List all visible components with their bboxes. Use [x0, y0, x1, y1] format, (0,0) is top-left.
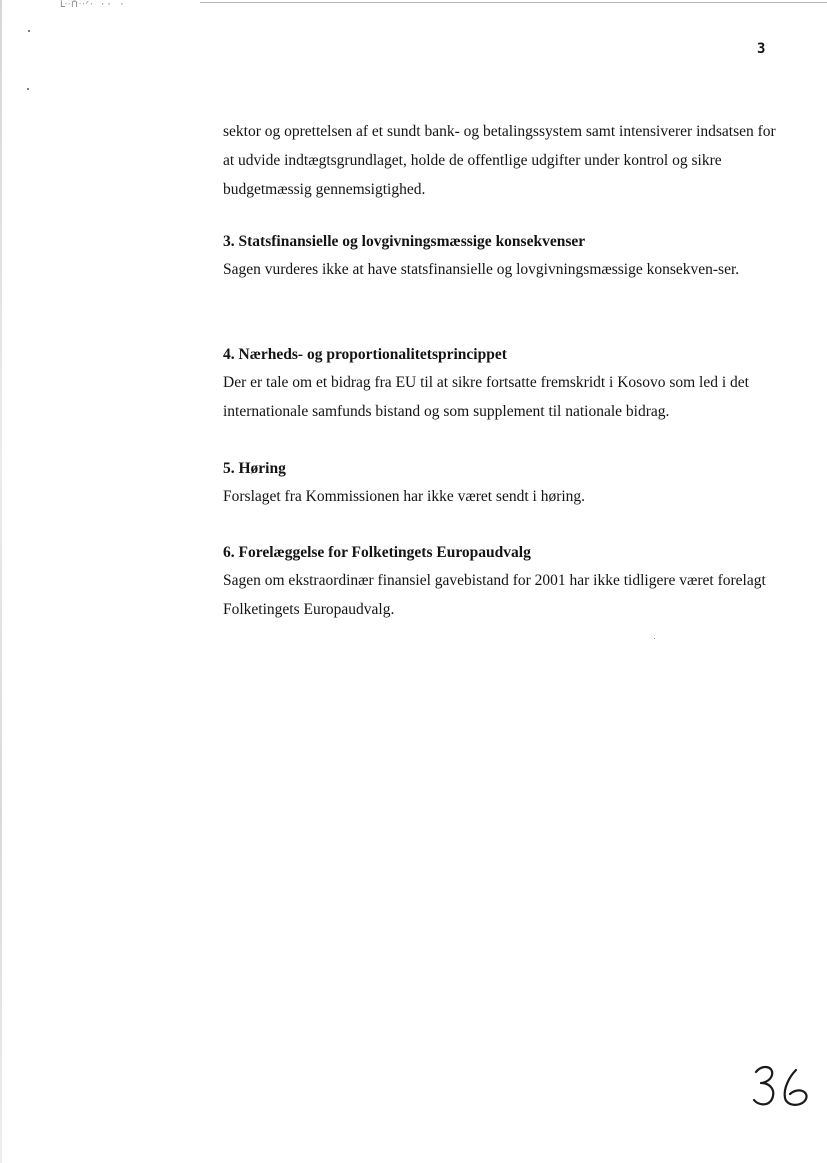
section-3 — [223, 229, 783, 284]
page-number: 3 — [757, 41, 766, 57]
section-heading: 6. Forelæggelse for Folketingets Europaudvalg — [223, 544, 531, 561]
scan-top-rule — [200, 2, 827, 3]
section-5 — [223, 456, 783, 511]
scan-header-fragment: ᒷᐧᑎᐧᐧᐟᐧ ·· · — [60, 0, 126, 10]
intro-block — [223, 117, 778, 204]
scan-speck — [654, 638, 655, 639]
scan-speck — [28, 30, 30, 32]
scan-speck — [27, 88, 29, 90]
scan-left-edge — [0, 0, 2, 1163]
intro-paragraph: sektor og oprettelsen af et sundt bank- og betalingssystem samt intensiverer indsatsen for at udvide indtægtsgrundlaget, holde de offentlige udgifter under kontrol og sikre budgetmæssig gennemsigtighed. — [223, 123, 776, 198]
section-body: Sagen vurderes ikke at have statsfinansielle og lovgivningsmæssige konsekven-ser. — [223, 261, 740, 278]
section-body: Sagen om ekstraordinær finansiel gavebistand for 2001 har ikke tidligere været forelagt Folketingets Europaudvalg. — [223, 572, 766, 618]
section-heading: 5. Høring — [223, 460, 286, 477]
section-heading: 4. Nærheds- og proportionalitetsprincippet — [223, 346, 507, 363]
section-4 — [223, 342, 783, 426]
section-body: Der er tale om et bidrag fra EU til at sikre fortsatte fremskridt i Kosovo som led i det internationale samfunds bistand og som supplement til nationale bidrag. — [223, 374, 749, 420]
section-6 — [223, 540, 783, 624]
handwritten-page-number — [752, 1062, 812, 1110]
section-heading: 3. Statsfinansielle og lovgivningsmæssige konsekvenser — [223, 233, 586, 250]
section-body: Forslaget fra Kommissionen har ikke været sendt i høring. — [223, 488, 586, 505]
